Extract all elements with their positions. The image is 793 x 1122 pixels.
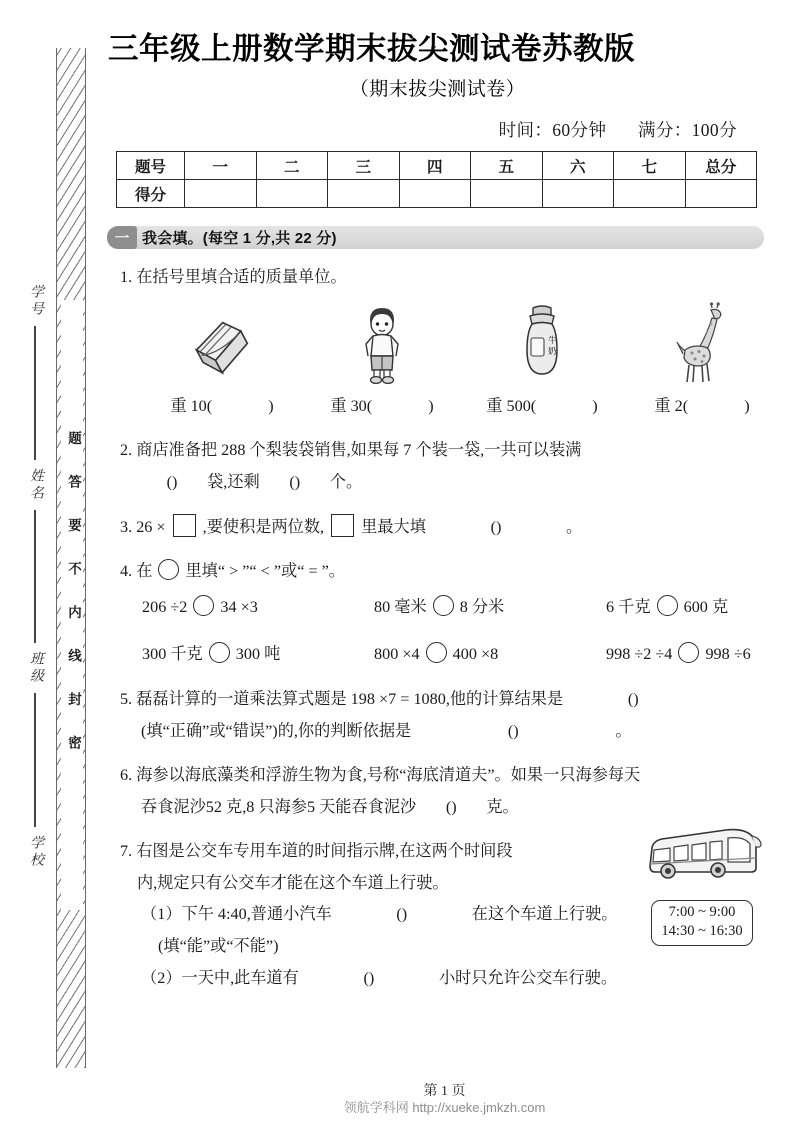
answer-blank[interactable] (141, 467, 203, 499)
section-header-one (107, 226, 764, 249)
seal-label-name: 姓名 (28, 467, 43, 502)
answer-blank[interactable] (430, 512, 562, 544)
comparison-item-4: 300 千克 300 吨 (142, 639, 374, 671)
question-1 (120, 262, 771, 422)
svg-text:奶: 奶 (548, 345, 557, 356)
circle-answer-blank[interactable] (193, 595, 214, 616)
question-7-line-1: 7. 右图是公交车专用车道的时间指示牌,在这两个时间段 (120, 842, 513, 861)
score-table-col-1: 一 (185, 152, 257, 180)
question-4-comparison-grid (142, 592, 771, 671)
question-6 (120, 760, 771, 823)
question-5-line-1: 5. 磊磊计算的一道乘法算式题是 198 ×7 = 1080,他的计算结果是 ( ) (120, 684, 771, 716)
student-info-group-xuehao (25, 282, 45, 466)
exam-sheet (96, 0, 793, 1122)
question-5-line-2: (填“正确”或“错误”)的,你的判断依据是 ( ) 。 (120, 716, 771, 748)
box-answer-blank[interactable] (331, 514, 354, 537)
section-title: 我会填。(每空 1 分,共 22 分) (142, 230, 337, 248)
question-1-picture-row (142, 300, 782, 423)
question-7-line-2: 内,规定只有公交车才能在这个车道上行驶。 (137, 873, 449, 892)
score-table-col-2: 二 (256, 152, 328, 180)
score-table-col-4: 四 (399, 152, 471, 180)
score-table-col-6: 六 (542, 152, 614, 180)
question-4 (120, 556, 771, 671)
comparison-item-3: 6 千克 600 克 (606, 592, 771, 624)
eraser-icon (185, 300, 259, 386)
question-2-line-2: ( ) 袋,还剩 ( ) 个。 (120, 467, 771, 499)
question-1-stem: 1. 在括号里填合适的质量单位。 (120, 268, 347, 287)
question-7-figure (627, 824, 777, 945)
question-6-line-2: 吞食泥沙52 克,8 只海参5 天能吞食泥沙 ( ) 克。 (120, 792, 771, 824)
seal-write-rule (34, 326, 36, 460)
score-table-row-label: 得分 (117, 180, 185, 208)
question-1-item-eraser (142, 300, 302, 423)
milk-bottle-icon (517, 300, 567, 386)
question-1-caption-boy: 重 30( ) (330, 396, 434, 415)
answer-blank[interactable] (336, 899, 468, 931)
page-subtitle: （期末拔尖测试卷） (349, 79, 526, 101)
score-table (116, 151, 757, 208)
time-sign-line-1: 7:00 ~ 9:00 (668, 903, 736, 920)
circle-answer-blank[interactable] (433, 595, 454, 616)
score-cell[interactable] (185, 180, 257, 208)
circle-answer-blank (158, 559, 179, 580)
seal-margin-column (0, 0, 96, 1122)
boy-icon (354, 300, 410, 386)
comparison-item-5: 800 ×4 400 ×8 (374, 639, 606, 671)
question-1-item-giraffe (622, 300, 782, 423)
circle-answer-blank[interactable] (678, 642, 699, 663)
seal-label-student-id: 学号 (28, 284, 43, 318)
student-info-group-banji (25, 649, 45, 833)
score-table-col-5: 五 (471, 152, 543, 180)
exam-duration: 时间：60分钟 (498, 120, 607, 141)
circle-answer-blank[interactable] (657, 595, 678, 616)
table-row-score (117, 180, 757, 208)
score-cell[interactable] (328, 180, 400, 208)
question-4-stem: 4. 在 里填“ > ”“ < ”或“ = ”。 (120, 556, 771, 588)
question-7-sub-2: （2）一天中,此车道有 ( ) 小时只允许公交车行驶。 (120, 963, 771, 995)
question-7 (120, 836, 771, 994)
question-1-item-milk (462, 300, 622, 423)
seal-vertical-notice: 题答要不内线封密 (61, 300, 83, 910)
exam-meta (104, 117, 737, 142)
box-answer-blank[interactable] (173, 514, 196, 537)
score-table-row-label: 题号 (117, 152, 185, 180)
question-3 (120, 512, 771, 544)
site-watermark: 领航学科网 http://xueke.jmkzh.com (343, 1100, 546, 1115)
section-badge: 一 (107, 226, 137, 249)
answer-blank[interactable] (420, 792, 482, 824)
time-sign-line-2: 14:30 ~ 16:30 (661, 923, 743, 940)
question-2 (120, 435, 771, 498)
question-1-item-boy (302, 300, 462, 423)
answer-blank[interactable] (415, 716, 611, 748)
bus-icon (640, 824, 764, 898)
question-5 (120, 684, 771, 747)
seal-label-class: 班级 (28, 651, 43, 685)
question-6-line-1: 6. 海参以海底藻类和浮游生物为食,号称“海底清道夫”。如果一只海参每天 (120, 766, 641, 785)
student-info-group-xuexiao (25, 833, 45, 963)
student-info-labels (18, 282, 52, 962)
question-7-sub-1-note: (填“能”或“不能”) (158, 937, 279, 956)
question-3-line: 3. 26 × ,要使积是两位数, 里最大填 ( ) 。 (120, 512, 771, 544)
seal-write-rule (34, 510, 36, 644)
bus-lane-time-sign (651, 900, 752, 946)
circle-answer-blank[interactable] (426, 642, 447, 663)
student-info-group-xingming (25, 466, 45, 650)
comparison-item-6: 998 ÷2 ÷4 998 ÷6 (606, 639, 771, 671)
answer-blank[interactable] (264, 467, 326, 499)
answer-blank[interactable] (303, 963, 435, 995)
question-1-caption-eraser: 重 10( ) (170, 396, 274, 415)
giraffe-icon (671, 300, 733, 386)
seal-label-school: 学校 (28, 834, 43, 869)
question-2-line-1: 2. 商店准备把 288 个梨装袋销售,如果每 7 个装一袋,一共可以装满 (120, 441, 582, 460)
circle-answer-blank[interactable] (209, 642, 230, 663)
page-title: 三年级上册数学期末拔尖测试卷苏教版 (108, 32, 635, 66)
svg-text:牛: 牛 (548, 334, 557, 345)
table-row-header (117, 152, 757, 180)
exam-total-score: 满分：100分 (637, 120, 737, 141)
score-table-col-total: 总分 (685, 152, 757, 180)
question-7-sub-1: （1）下午 4:40,普通小汽车 ( ) 在这个车道上行驶。 (120, 899, 771, 931)
comparison-item-2: 80 毫米 8 分米 (374, 592, 606, 624)
score-cell-total[interactable] (685, 180, 757, 208)
seal-write-rule (34, 693, 36, 827)
score-cell[interactable] (614, 180, 686, 208)
score-table-col-7: 七 (614, 152, 686, 180)
question-1-caption-giraffe: 重 2( ) (654, 396, 750, 415)
answer-blank[interactable] (567, 684, 699, 716)
comparison-item-1: 206 ÷2 34 ×3 (142, 592, 374, 624)
score-table-col-3: 三 (328, 152, 400, 180)
question-1-caption-milk: 重 500( ) (486, 396, 598, 415)
score-cell[interactable] (471, 180, 543, 208)
score-cell[interactable] (256, 180, 328, 208)
score-cell[interactable] (399, 180, 471, 208)
page-number: 第 1 页 (423, 1084, 466, 1099)
score-cell[interactable] (542, 180, 614, 208)
